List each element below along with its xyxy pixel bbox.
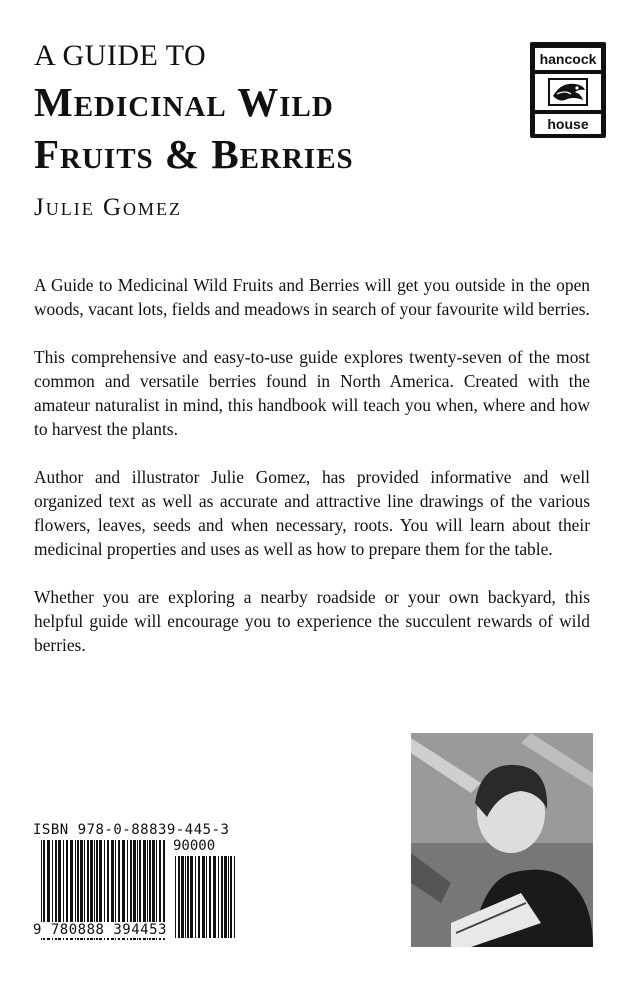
ean-digits: 9 780888 394453	[33, 922, 167, 938]
title-line3: Fruits & Berries	[34, 131, 354, 177]
title-block	[34, 38, 504, 178]
description	[34, 273, 590, 681]
barcode-bar	[224, 856, 227, 938]
title-line1: A GUIDE TO	[34, 39, 207, 72]
barcode-bar	[198, 856, 200, 938]
title-line2: Medicinal Wild	[34, 79, 334, 125]
barcode-bar	[206, 856, 207, 938]
barcode-bar	[190, 856, 193, 938]
barcode-bar	[181, 856, 184, 938]
author-name: Julie Gomez	[34, 194, 183, 221]
barcode-block	[33, 822, 243, 942]
author-photo	[411, 733, 593, 947]
barcode-bar	[213, 856, 216, 938]
barcode-addon	[175, 856, 235, 938]
paragraph-1: A Guide to Medicinal Wild Fruits and Berries will get you outside in the open woods, vacant lots, fields and meadows in search of your favourite wild berries.	[34, 275, 590, 319]
barcode-bar	[185, 856, 186, 938]
barcode-bar	[195, 856, 196, 938]
barcode-bar	[178, 856, 180, 938]
publisher-logo	[530, 42, 606, 138]
addon-code: 90000	[173, 838, 216, 854]
barcode-bar	[221, 856, 223, 938]
barcode-bar	[187, 856, 189, 938]
isbn-text: ISBN 978-0-88839-445-3	[33, 822, 230, 838]
paragraph-4: Whether you are exploring a nearby roadside or your own backyard, this helpful guide will encourage you to experience the succulent rewards of wild berries.	[34, 587, 590, 655]
barcode-bar	[218, 856, 219, 938]
logo-bottom-text: house	[535, 114, 601, 134]
barcode-bar	[202, 856, 205, 938]
barcode-bar	[234, 856, 235, 938]
barcode-bar	[175, 856, 176, 938]
logo-top-text: hancock	[535, 48, 601, 70]
barcode-bar	[230, 856, 232, 938]
logo-emblem	[535, 74, 601, 110]
barcode-bar	[228, 856, 229, 938]
paragraph-3: Author and illustrator Julie Gomez, has provided informative and well organized text as well as accurate and attractive line drawings of the various flowers, leaves, seeds and when necessary, roots. You will learn about their medicinal properties and uses as well as how to prepare them for the table.	[34, 467, 590, 559]
paragraph-2: This comprehensive and easy-to-use guide explores twenty-seven of the most common and versatile berries found in North America. Created with the amateur naturalist in mind, this handbook will teach you when, where and how to harvest the plants.	[34, 347, 590, 439]
bird-emblem-icon	[535, 74, 601, 110]
barcode-bar	[209, 856, 211, 938]
